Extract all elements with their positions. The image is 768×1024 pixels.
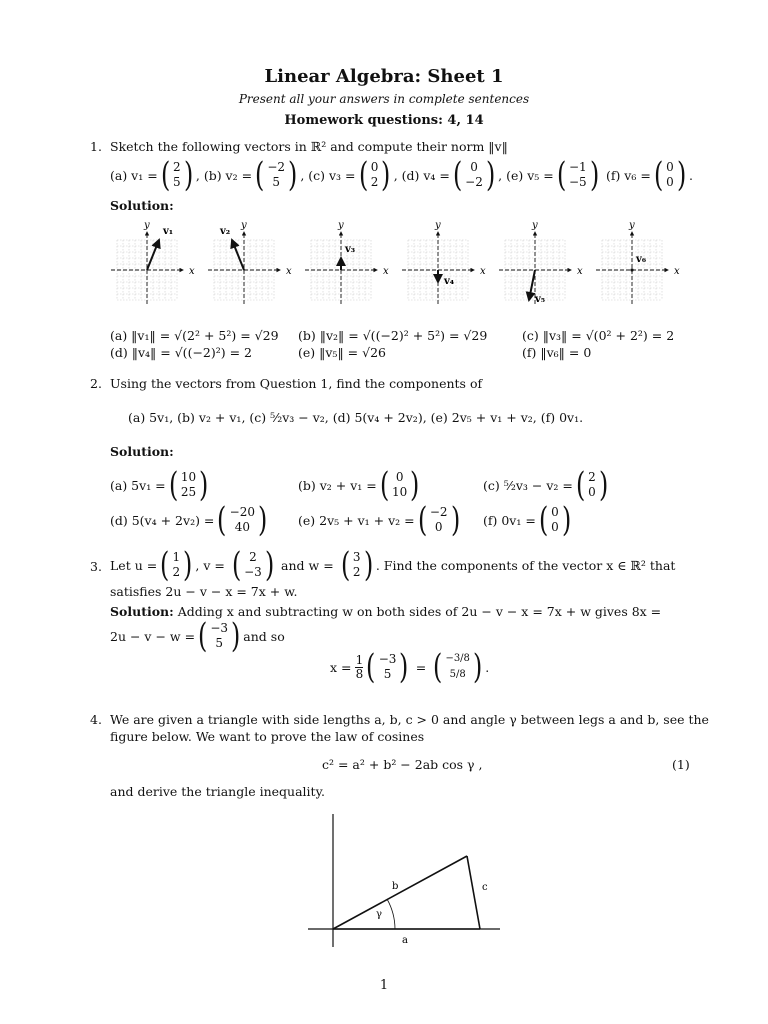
q2-answer-c: (c) ⁵⁄₂v₃ − v₂ = ( 2 0 ) <box>483 465 609 505</box>
q2-answer-f: (f) 0v₁ = ( 0 0 ) <box>483 500 572 540</box>
q1-prompt: Sketch the following vectors in ℝ² and compute their norm ‖v‖ <box>110 139 508 154</box>
q1-vec-e: ( −1 −5 ) <box>556 155 599 195</box>
q1-solution-label: Solution: <box>110 198 174 213</box>
x-axis-label: x <box>286 266 292 277</box>
vector-label: v₃ <box>345 244 356 255</box>
q1-vector-plots <box>105 212 685 312</box>
q1-vec-f: ( 0 0 ) <box>653 155 687 195</box>
q3-final-fraction: $\frac{1}{8}$ <box>355 652 364 681</box>
vector-label: v₁ <box>163 226 174 237</box>
side-c <box>467 856 480 929</box>
q3-final-equation: x = $\frac{1}{8}$ ( −3 5 ) = ( −3/8 5/8 ) . <box>330 647 490 687</box>
angle-gamma-arc <box>387 899 395 929</box>
q3-line4: 2u − v − w = ( −3 5 ) and so <box>110 616 285 656</box>
q4-line2: figure below. We want to prove the law of cosines <box>110 729 425 744</box>
q1-vec-c: ( 0 2 ) <box>358 155 391 195</box>
page-subtitle: Present all your answers in complete sentences <box>238 92 530 106</box>
q3-number: 3. <box>90 559 102 574</box>
q1-norm-f: (f) ‖v₆‖ = 0 <box>522 345 592 360</box>
y-axis-label: y <box>144 220 150 231</box>
q1-vec-d-label: (d) v₄ = <box>401 167 450 183</box>
q1-norm-b: (b) ‖v₂‖ = √((−2)² + 5²) = √29 <box>298 328 488 343</box>
q1-vec-a: ( 2 5 ) <box>160 155 193 195</box>
x-axis-label: x <box>189 266 195 277</box>
q1-norm-e: (e) ‖v₅‖ = √26 <box>298 345 386 360</box>
q1-norm-c: (c) ‖v₃‖ = √(0² + 2²) = 2 <box>522 328 675 343</box>
vector-label: v₂ <box>220 226 231 237</box>
vector-plot-6 <box>596 220 680 304</box>
y-axis-label: y <box>241 220 247 231</box>
q1-vec-c-label: (c) v₃ = <box>308 167 356 183</box>
q4-equation-number: (1) <box>672 757 690 772</box>
q2-solution-label: Solution: <box>110 444 174 459</box>
page-title: Linear Algebra: Sheet 1 <box>264 66 504 87</box>
q2-prompt: Using the vectors from Question 1, find the components of <box>110 376 483 391</box>
q3-solution: Solution: Adding x and subtracting w on both sides of 2u − v − x = 7x + w gives 8x = <box>110 604 662 619</box>
q1-vec-f-label: (f) v₆ = <box>605 167 651 183</box>
y-axis-label: y <box>532 220 538 231</box>
vector-plot-3 <box>305 220 389 304</box>
q2-answer-e: (e) 2v₅ + v₁ + v₂ = ( −2 0 ) <box>298 500 460 540</box>
q1-vector-list: (a) v₁ = ( 2 5 ) , (b) v₂ = ( −2 5 ) , (c) v₃ = ( 0 2 ) , (d) v₄ = ( 0 −2 ) , (e) v₅ = ( −1 −5 ) (f) v₆ = ( 0 0 ) . <box>110 155 693 195</box>
x-axis-label: x <box>383 266 389 277</box>
q2-answer-d: (d) 5(v₄ + 2v₂) = ( −20 40 ) <box>110 500 268 540</box>
label-a: a <box>402 935 408 946</box>
zero-vector-point <box>630 268 633 271</box>
q1-vec-b: ( −2 5 ) <box>255 155 298 195</box>
q1-vec-a-label: (a) v₁ = <box>110 167 158 183</box>
vector-label: v₅ <box>535 294 546 305</box>
x-axis-label: x <box>480 266 486 277</box>
q2-items: (a) 5v₁, (b) v₂ + v₁, (c) ⁵⁄₂v₃ − v₂, (d) 5(v₄ + 2v₂), (e) 2v₅ + v₁ + v₂, (f) 0v₁. <box>128 410 584 425</box>
q2-number: 2. <box>90 376 102 391</box>
q1-number: 1. <box>90 139 102 154</box>
homework-line: Homework questions: 4, 14 <box>284 113 484 128</box>
x-axis-label: x <box>674 266 680 277</box>
label-gamma: γ <box>376 909 382 920</box>
q3-statement: Let u = ( 1 2 ) , v = ( 2 −3 ) and w = ( 3 2 ) . Find the components of the vector x ∈ ℝ² that <box>110 545 676 585</box>
q1-vec-d: ( 0 −2 ) <box>452 155 496 195</box>
q1-norm-a: (a) ‖v₁‖ = √(2² + 5²) = √29 <box>110 328 279 343</box>
q4-line3: and derive the triangle inequality. <box>110 784 325 799</box>
q1-vec-e-label: (e) v₅ = <box>506 167 554 183</box>
page-number: 1 <box>379 978 389 993</box>
vector-label: v₆ <box>636 254 647 265</box>
vector-plot-2 <box>208 220 292 304</box>
q2-answer-a: (a) 5v₁ = ( 10 25 ) <box>110 465 209 505</box>
x-axis-label: x <box>577 266 583 277</box>
q1-vec-b-label: (b) v₂ = <box>203 167 253 183</box>
vector-label: v₄ <box>444 276 455 287</box>
q2-answer-b: (b) v₂ + v₁ = ( 0 10 ) <box>298 465 420 505</box>
q4-law-of-cosines: c² = a² + b² − 2ab cos γ , <box>322 757 483 772</box>
y-axis-label: y <box>629 220 635 231</box>
label-c: c <box>482 882 488 893</box>
q3-final-result: ( −3/8 5/8 ) <box>433 647 483 687</box>
label-b: b <box>392 881 399 892</box>
vector-plot-1 <box>111 220 195 304</box>
vector-plot-4 <box>402 220 486 304</box>
side-b <box>333 856 467 929</box>
q4-number: 4. <box>90 712 102 727</box>
vector-plot-5 <box>499 220 583 305</box>
q1-norm-d: (d) ‖v₄‖ = √((−2)²) = 2 <box>110 345 253 360</box>
q4-line1: We are given a triangle with side lengths a, b, c > 0 and angle γ between legs a and b, see the <box>110 712 709 727</box>
q4-triangle-figure <box>300 812 510 952</box>
y-axis-label: y <box>435 220 441 231</box>
y-axis-label: y <box>338 220 344 231</box>
q3-line2: satisfies 2u − v − x = 7x + w. <box>110 584 298 599</box>
